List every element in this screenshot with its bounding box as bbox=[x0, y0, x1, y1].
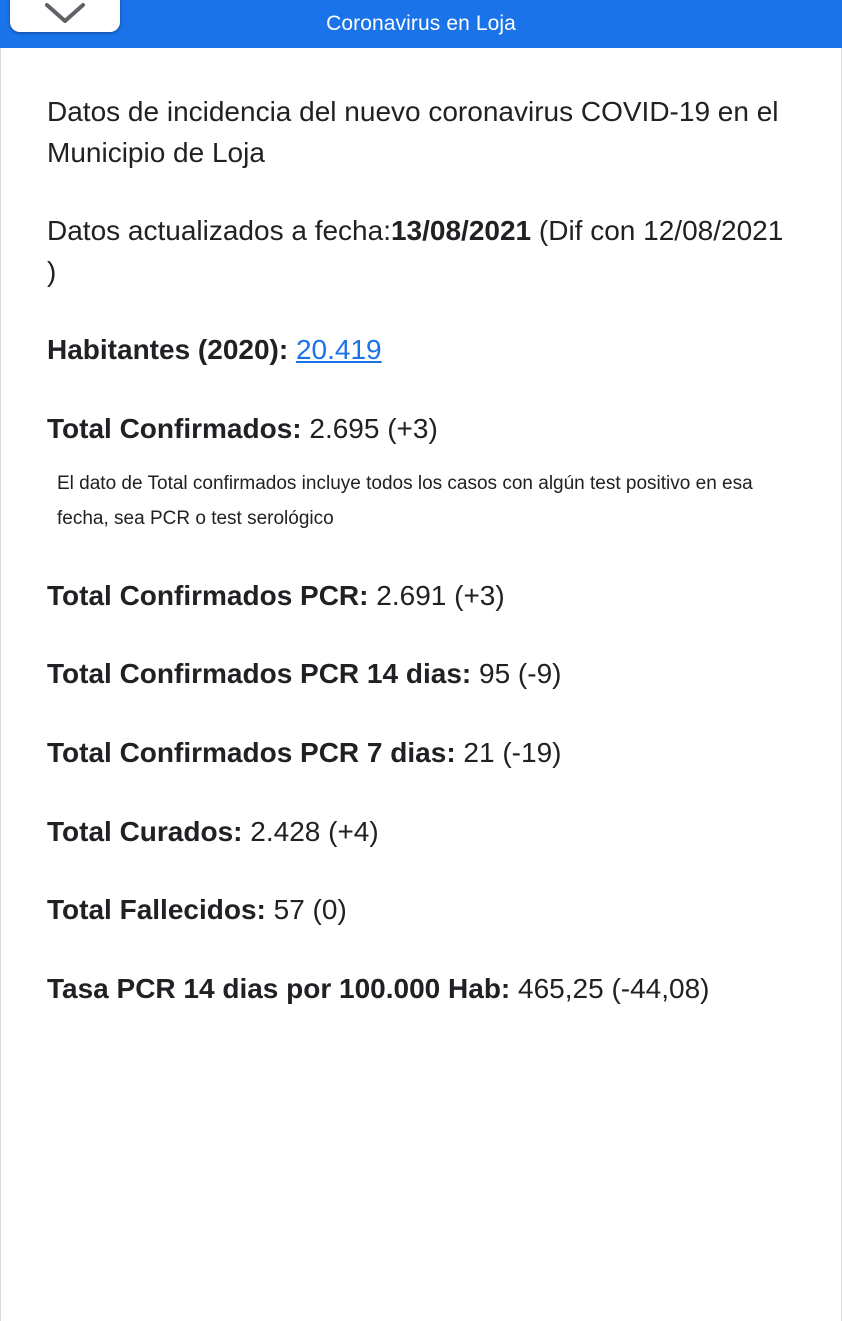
info-panel bbox=[0, 48, 842, 1321]
updated-label: Datos actualizados a fecha: bbox=[47, 215, 391, 247]
panel-header bbox=[0, 0, 842, 48]
stat-label: Total Confirmados PCR 14 dias: bbox=[47, 658, 479, 690]
collapse-panel-button[interactable] bbox=[10, 0, 120, 32]
chevron-down-icon bbox=[43, 0, 87, 26]
confirmed-note: El dato de Total confirmados incluye todos los casos con algún test positivo en esa fecha, sea PCR o test serológico bbox=[57, 472, 753, 529]
stat-total-confirmados-pcr-7-dias bbox=[47, 733, 795, 774]
stat-value: 2.691 (+3) bbox=[376, 579, 505, 611]
stat-value: 465,25 (-44,08) bbox=[518, 972, 710, 1004]
stat-label: Tasa PCR 14 dias por 100.000 Hab: bbox=[47, 972, 519, 1004]
population-line bbox=[47, 330, 795, 371]
stat-label: Total Fallecidos: bbox=[47, 894, 274, 926]
stat-total-confirmados-pcr-14-dias bbox=[47, 654, 795, 695]
stat-total-confirmados-pcr bbox=[47, 576, 795, 617]
stat-label: Total Curados: bbox=[47, 815, 251, 847]
stat-value: 2.428 (+4) bbox=[250, 815, 379, 847]
stat-total-confirmados bbox=[47, 409, 795, 450]
stat-label: Total Confirmados PCR: bbox=[47, 579, 377, 611]
stat-total-fallecidos bbox=[47, 890, 795, 931]
stat-label: Total Confirmados: bbox=[47, 412, 310, 444]
population-link[interactable]: 20.419 bbox=[295, 334, 382, 366]
stat-value: 21 (-19) bbox=[463, 737, 562, 769]
updated-date-line bbox=[47, 211, 795, 292]
updated-date: 13/08/2021 bbox=[390, 215, 532, 247]
stat-value: 95 (-9) bbox=[479, 658, 562, 690]
stat-total-curados bbox=[47, 812, 795, 853]
population-label: Habitantes (2020): bbox=[47, 334, 296, 366]
stat-tasa-pcr-14-dias bbox=[47, 969, 795, 1010]
stat-value: 2.695 (+3) bbox=[309, 412, 438, 444]
intro-text: Datos de incidencia del nuevo coronavirus COVID-19 en el Municipio de Loja bbox=[47, 96, 779, 168]
page-title: Coronavirus en Loja bbox=[326, 12, 516, 35]
stat-value: 57 (0) bbox=[273, 894, 347, 926]
updated-diff: (Dif con 12/08/2021 ) bbox=[47, 215, 784, 287]
stat-label: Total Confirmados PCR 7 dias: bbox=[47, 737, 464, 769]
